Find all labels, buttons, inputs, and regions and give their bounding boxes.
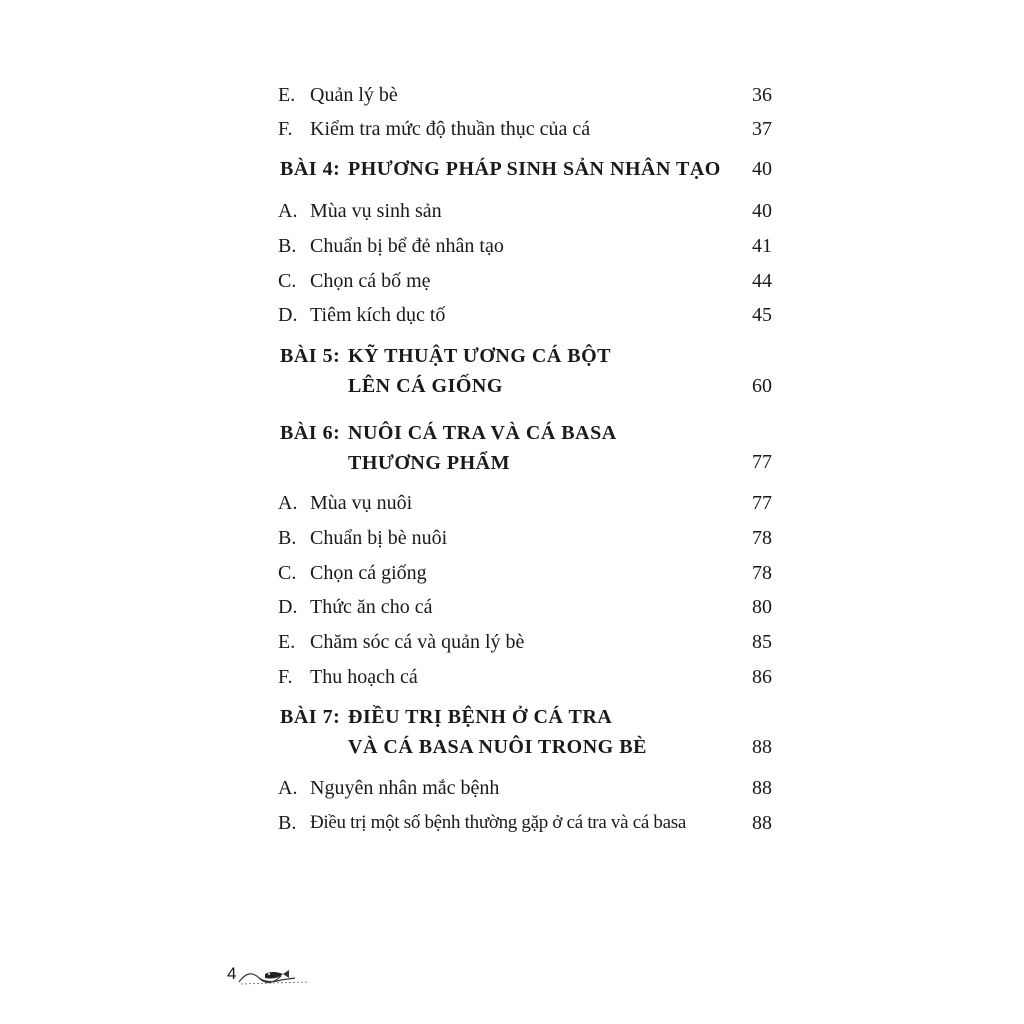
entry-letter: D. [278, 596, 298, 618]
entry-page-number: 88 [752, 736, 772, 758]
entry-letter: D. [278, 304, 298, 326]
entry-page-number: 88 [752, 812, 772, 834]
entry-page-number: 37 [752, 118, 772, 140]
entry-letter: A. [278, 200, 298, 222]
entry-letter: C. [278, 270, 297, 292]
entry-title: Điều trị một số bệnh thường gặp ở cá tra và cá basa [310, 812, 686, 833]
page-footer [225, 962, 315, 992]
entry-page-number: 40 [752, 200, 772, 222]
toc-entry [278, 666, 778, 698]
entry-title: Thu hoạch cá [310, 666, 418, 688]
entry-page-number: 45 [752, 304, 772, 326]
entry-title: Quản lý bè [310, 84, 398, 106]
entry-page-number: 80 [752, 596, 772, 618]
chapter-title: PHƯƠNG PHÁP SINH SẢN NHÂN TẠO [348, 158, 721, 180]
toc-entry [278, 84, 778, 116]
entry-title: Chuẩn bị bè nuôi [310, 527, 448, 549]
entry-page-number: 88 [752, 777, 772, 799]
toc-entry [278, 118, 778, 150]
entry-letter: C. [278, 562, 297, 584]
toc-entry [278, 812, 778, 844]
entry-page-number: 41 [752, 235, 772, 257]
entry-title: Mùa vụ sinh sản [310, 200, 442, 222]
entry-title: Nguyên nhân mắc bệnh [310, 777, 500, 799]
page-number: 4 [227, 964, 237, 983]
toc-chapter-heading [278, 158, 778, 190]
entry-title: Thức ăn cho cá [310, 596, 433, 618]
chapter-title: KỸ THUẬT ƯƠNG CÁ BỘT [348, 345, 611, 367]
entry-page-number: 78 [752, 562, 772, 584]
chapter-label: BÀI 7: [280, 706, 341, 728]
entry-title: Kiểm tra mức độ thuần thục của cá [310, 118, 591, 140]
entry-letter: B. [278, 812, 297, 834]
toc-entry [278, 527, 778, 559]
toc-entry [278, 304, 778, 336]
toc-entry [278, 270, 778, 302]
entry-title: Chăm sóc cá và quản lý bè [310, 631, 525, 653]
toc-chapter-heading [278, 345, 778, 409]
toc-entry [278, 562, 778, 594]
toc-chapter-heading [278, 422, 778, 486]
toc-entry [278, 235, 778, 267]
chapter-title-continued: LÊN CÁ GIỐNG [348, 375, 503, 397]
entry-letter: B. [278, 527, 297, 549]
chapter-title: ĐIỀU TRỊ BỆNH Ở CÁ TRA [348, 706, 613, 728]
toc-entry [278, 777, 778, 809]
chapter-title-continued: VÀ CÁ BASA NUÔI TRONG BÈ [348, 736, 647, 758]
toc-entry [278, 596, 778, 628]
entry-page-number: 44 [752, 270, 772, 292]
chapter-title-continued: THƯƠNG PHẨM [348, 452, 510, 474]
chapter-label: BÀI 5: [280, 345, 341, 367]
fish-sketch-icon [237, 962, 313, 990]
entry-title: Chọn cá bố mẹ [310, 270, 431, 292]
entry-letter: E. [278, 631, 296, 653]
entry-letter: A. [278, 777, 298, 799]
entry-letter: F. [278, 666, 293, 688]
toc-chapter-heading [278, 706, 778, 770]
toc-entry [278, 492, 778, 524]
entry-letter: E. [278, 84, 296, 106]
chapter-title: NUÔI CÁ TRA VÀ CÁ BASA [348, 422, 617, 444]
entry-page-number: 78 [752, 527, 772, 549]
chapter-label: BÀI 6: [280, 422, 341, 444]
entry-page-number: 60 [752, 375, 772, 397]
entry-page-number: 85 [752, 631, 772, 653]
entry-title: Chọn cá giống [310, 562, 427, 584]
entry-page-number: 77 [752, 492, 772, 514]
toc-entry [278, 200, 778, 232]
entry-page-number: 77 [752, 451, 772, 473]
entry-title: Mùa vụ nuôi [310, 492, 413, 514]
entry-title: Chuẩn bị bể đẻ nhân tạo [310, 235, 504, 257]
chapter-label: BÀI 4: [280, 158, 341, 180]
entry-title: Tiêm kích dục tố [310, 304, 446, 326]
entry-letter: F. [278, 118, 293, 140]
entry-page-number: 86 [752, 666, 772, 688]
entry-page-number: 36 [752, 84, 772, 106]
entry-page-number: 40 [752, 158, 772, 180]
toc-entry [278, 631, 778, 663]
entry-letter: B. [278, 235, 297, 257]
entry-letter: A. [278, 492, 298, 514]
